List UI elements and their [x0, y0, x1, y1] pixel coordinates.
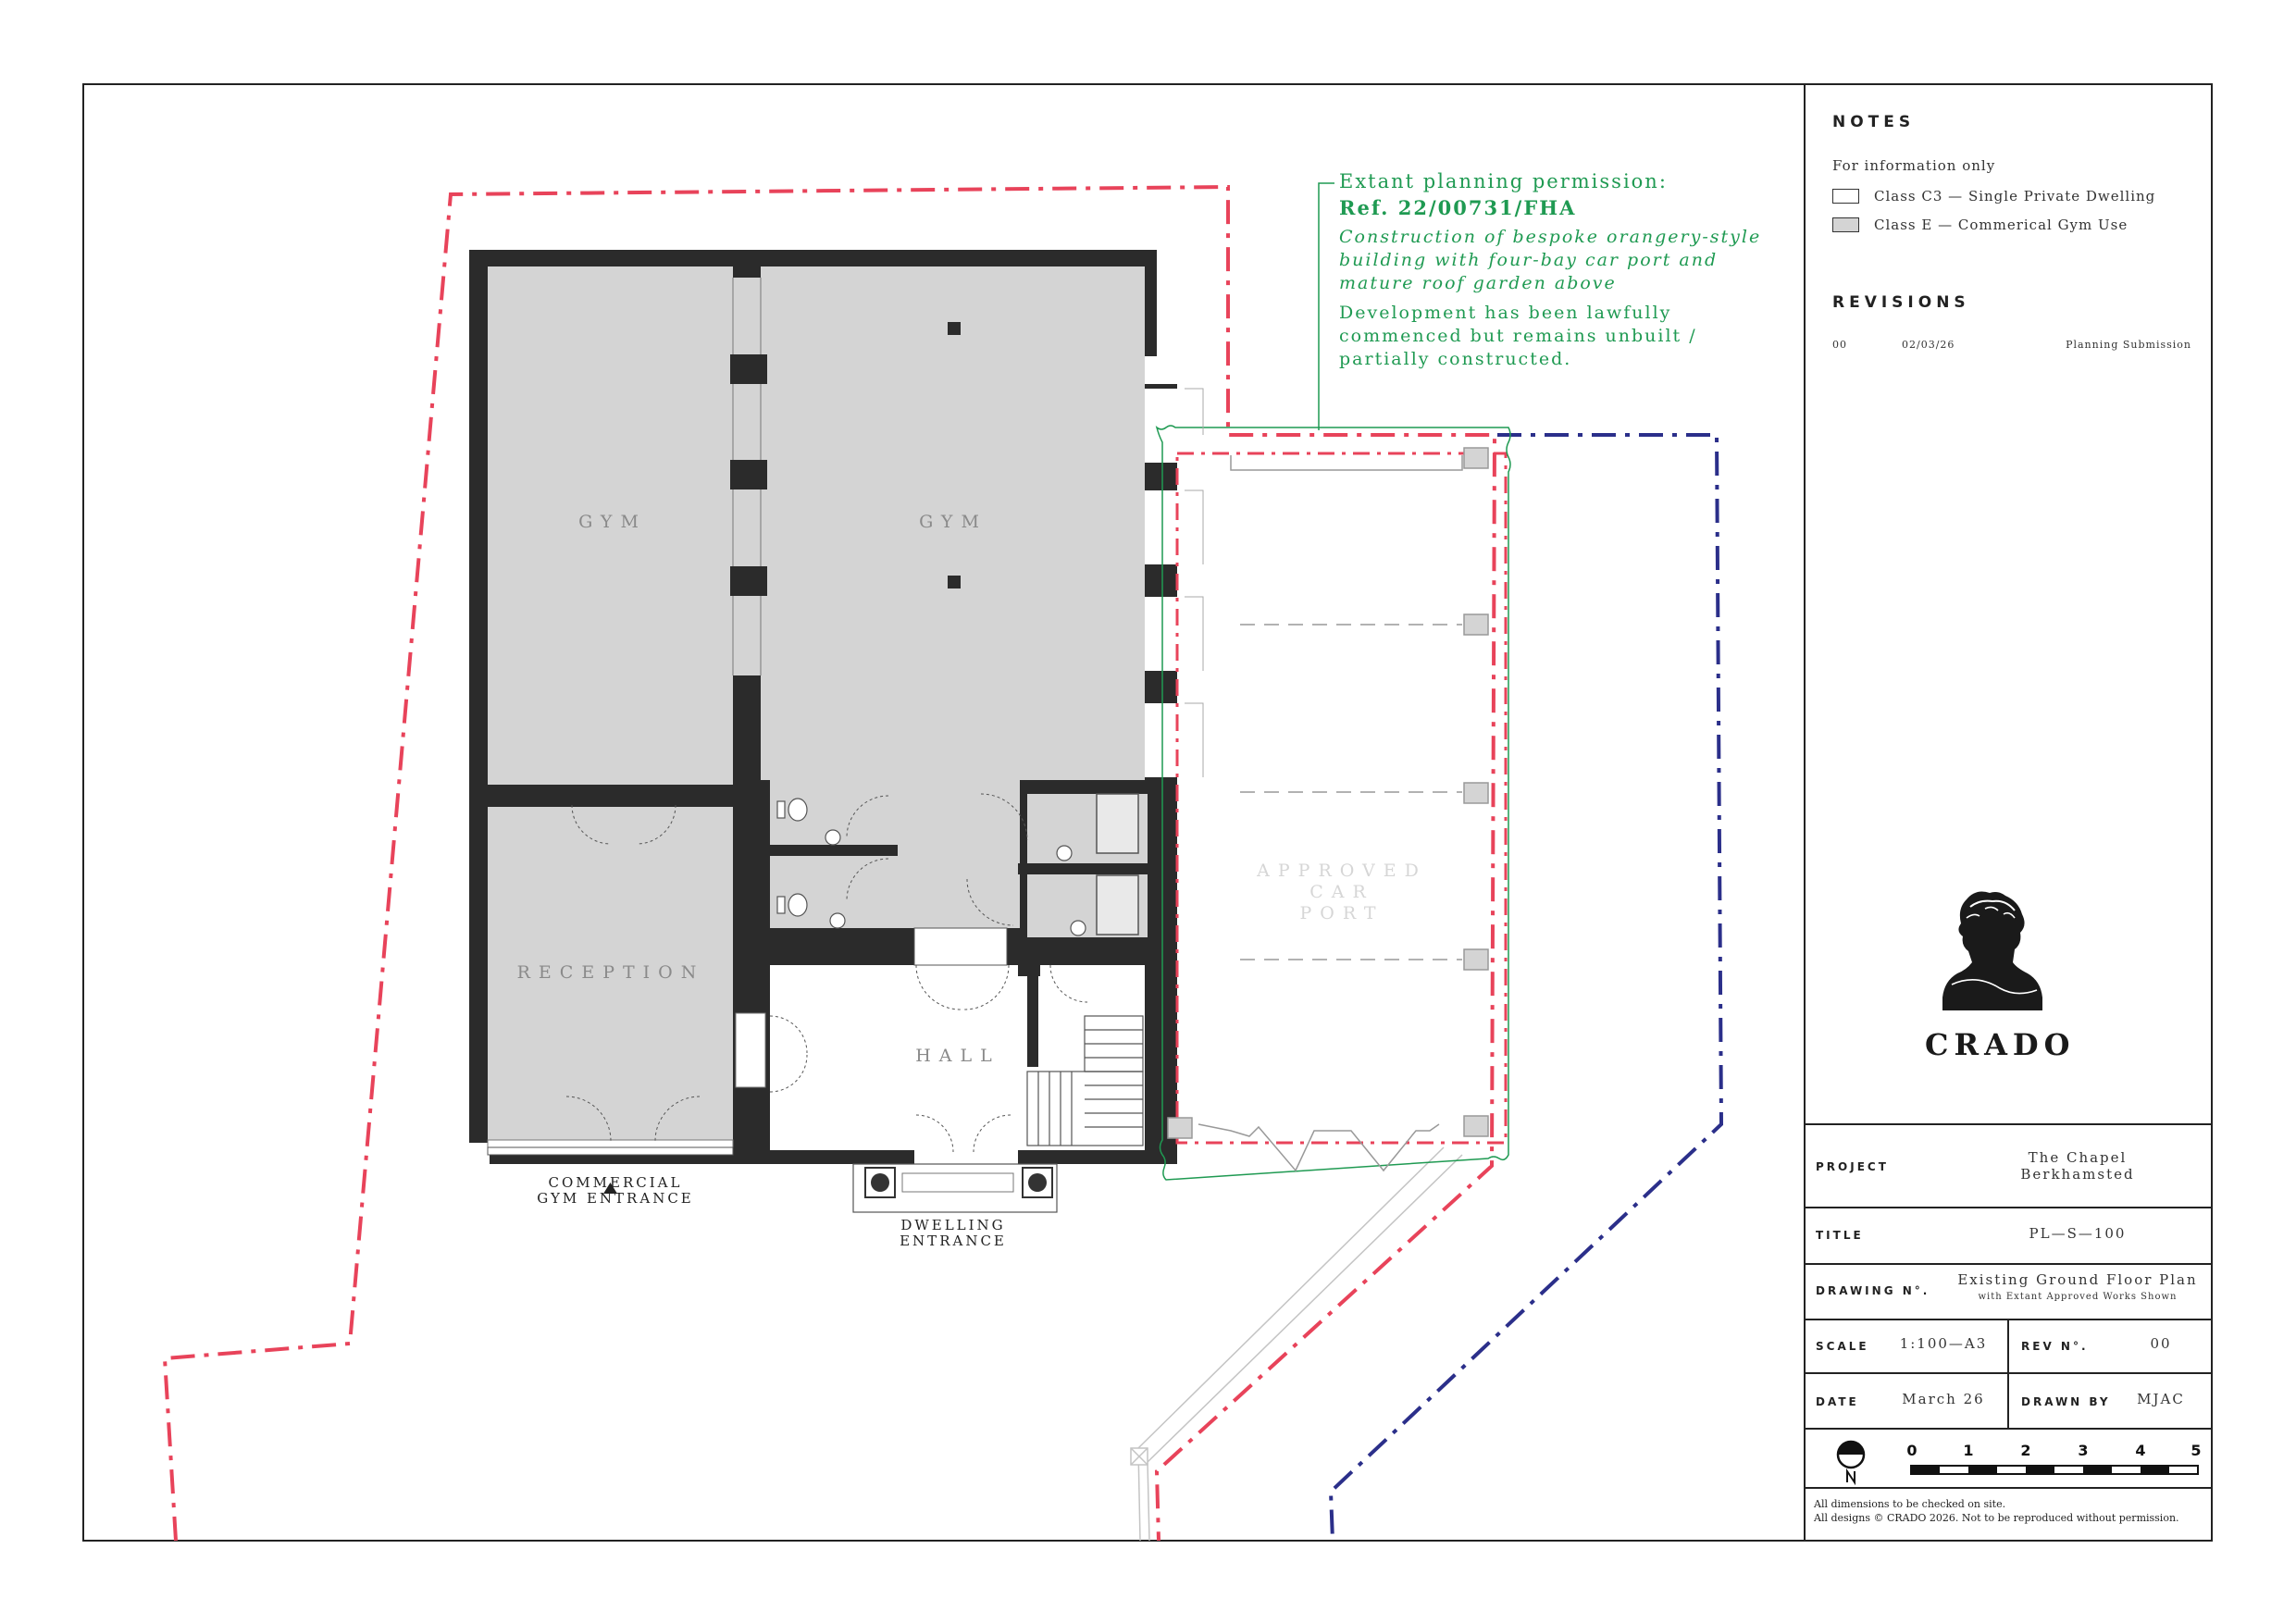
- revision-rev: 00: [1832, 339, 1847, 351]
- dwelling-entrance-line-1: DWELLING: [900, 1217, 1006, 1233]
- car-port-label-line-2: CAR: [1309, 882, 1374, 902]
- car-port-structure: [1168, 389, 1488, 1171]
- footer-line-1: All dimensions to be checked on site.: [1814, 1498, 2006, 1510]
- rev-no-value: 00: [2150, 1335, 2172, 1352]
- date-label: DATE: [1816, 1395, 1859, 1408]
- title-value: PL—S—100: [2029, 1225, 2127, 1242]
- building-walls: [469, 250, 1177, 1164]
- notes-info: For information only: [1832, 157, 1996, 174]
- drawing-label: DRAWING N°.: [1816, 1284, 1930, 1297]
- drawing-value: Existing Ground Floor Plan: [1957, 1271, 2198, 1288]
- room-label-car-port: [1231, 861, 1453, 924]
- drawn-by-value: MJAC: [2137, 1391, 2185, 1407]
- revisions-heading: REVISIONS: [1832, 293, 1970, 312]
- legend-item-e: [1832, 217, 2128, 233]
- commercial-entrance-sill: [488, 1147, 733, 1155]
- planning-note: [1339, 169, 1783, 371]
- legend-item-c3: [1832, 188, 2155, 204]
- planning-note-leader: [1319, 183, 1334, 430]
- drawing-subvalue: with Extant Approved Works Shown: [1978, 1292, 2178, 1302]
- notes-heading: NOTES: [1832, 113, 1916, 131]
- dwelling-portico: [853, 1164, 1057, 1212]
- date-value: March 26: [1902, 1391, 1985, 1407]
- legend-swatch-e: [1832, 217, 1859, 232]
- legend-label-c3: Class C3 — Single Private Dwelling: [1874, 188, 2156, 204]
- footer-line-2: All designs © CRADO 2026. Not to be reproduced without permission.: [1814, 1512, 2179, 1524]
- room-label-gym-left: GYM: [578, 512, 647, 532]
- car-port-label-line-3: PORT: [1299, 903, 1384, 923]
- approved-works-outline: [1157, 426, 1510, 1180]
- room-label-hall: HALL: [915, 1046, 1000, 1066]
- planning-note-ref: Ref. 22/00731/FHA: [1339, 196, 1577, 219]
- north-arrow-icon: [1838, 1442, 1864, 1482]
- title-label: TITLE: [1816, 1229, 1864, 1242]
- project-label: PROJECT: [1816, 1160, 1889, 1173]
- car-port-label-line-1: APPROVED: [1257, 861, 1427, 881]
- planning-note-description: Construction of bespoke orangery-style building with four-bay car port and mature roof garden above: [1339, 227, 1762, 293]
- scale-value: 1:100—A3: [1899, 1335, 1988, 1352]
- car-port-boundary: [1177, 453, 1506, 1143]
- rev-no-label: REV N°.: [2021, 1340, 2089, 1353]
- project-value-line-2: Berkhamsted: [2020, 1166, 2135, 1183]
- legend-swatch-c3: [1832, 189, 1859, 204]
- scale-tick-0: 0: [1906, 1442, 1917, 1459]
- scale-bar: [1911, 1466, 2198, 1474]
- revision-date: 02/03/26: [1902, 339, 1955, 351]
- dwelling-entrance-label: [851, 1218, 1055, 1249]
- scale-tick-5: 5: [2191, 1442, 2202, 1459]
- room-label-gym-right: GYM: [919, 512, 987, 532]
- scale-label: SCALE: [1816, 1340, 1869, 1353]
- dwelling-entrance-line-2: ENTRANCE: [900, 1233, 1007, 1249]
- commercial-entrance-line-2: GYM ENTRANCE: [537, 1190, 694, 1207]
- footer-notes: [1814, 1497, 2207, 1525]
- legend-label-e: Class E — Commerical Gym Use: [1874, 217, 2128, 233]
- commercial-entrance-label: [504, 1175, 726, 1207]
- scale-tick-2: 2: [2020, 1442, 2031, 1459]
- planning-note-status: Development has been lawfully commenced but remains unbuilt / partially constructed.: [1339, 303, 1697, 369]
- neighbour-boundary-line: [1331, 435, 1721, 1541]
- commercial-entrance-line-1: COMMERCIAL: [548, 1174, 683, 1191]
- project-value-line-1: The Chapel: [2028, 1149, 2128, 1166]
- project-value: [1962, 1149, 2193, 1183]
- classical-bust-icon: [1942, 892, 2042, 1010]
- room-label-reception: RECEPTION: [516, 962, 705, 983]
- scale-tick-3: 3: [2078, 1442, 2089, 1459]
- planning-note-heading: Extant planning permission:: [1339, 170, 1668, 192]
- drawn-by-label: DRAWN BY: [2021, 1395, 2111, 1408]
- scale-tick-4: 4: [2135, 1442, 2146, 1459]
- brand-name: CRADO: [1925, 1027, 2076, 1062]
- revision-desc: Planning Submission: [2066, 339, 2191, 351]
- scale-tick-1: 1: [1963, 1442, 1974, 1459]
